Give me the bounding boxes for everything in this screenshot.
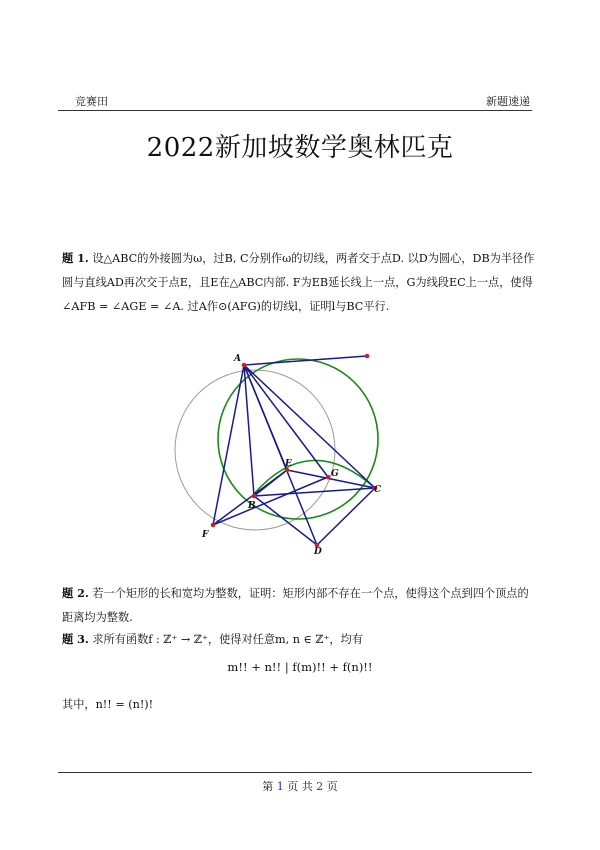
problem-2-label: 题 2. bbox=[62, 586, 89, 600]
footer-prefix: 第 bbox=[262, 780, 274, 793]
point-tangent bbox=[365, 354, 370, 359]
problem-1-text: 设△ABC的外接圆为ω，过B, C分别作ω的切线，两者交于点D. 以D为圆心，DB为半径作圆与直线AD再次交于点E，且E在△ABC内部. F为EB延长线上一点，G为线段EC上一点，使得 ∠AFB = ∠AGE = ∠A. 过A作⊙(AFG)的切线l，证明l与BC平行. bbox=[62, 252, 535, 313]
label-a: A bbox=[234, 354, 241, 364]
problem-1 bbox=[62, 246, 538, 319]
label-b: B bbox=[248, 501, 256, 511]
label-g: G bbox=[331, 469, 339, 479]
problem-2-text: 若一个矩形的长和宽均为整数，证明：矩形内部不存在一个点，使得这个点到四个顶点的距离均为整数. bbox=[62, 587, 529, 624]
problem-1-label: 题 1. bbox=[62, 251, 89, 265]
problem-3-text: 求所有函数f : ℤ⁺ → ℤ⁺，使得对任意m, n ∈ ℤ⁺，均有 bbox=[92, 633, 363, 646]
problem-3-formula: m!! + n!! | f(m)!! + f(n)!! bbox=[227, 660, 373, 674]
point-a bbox=[242, 363, 247, 368]
segment-be bbox=[254, 470, 287, 496]
label-d: D bbox=[314, 547, 322, 555]
point-g bbox=[326, 475, 331, 480]
point-b bbox=[252, 494, 257, 499]
footer-mid: 页 共 bbox=[287, 780, 313, 793]
footer-rule bbox=[58, 772, 532, 773]
geometry-figure bbox=[160, 330, 420, 555]
label-f: F bbox=[202, 530, 209, 540]
problem-3 bbox=[62, 627, 538, 652]
segment-cd bbox=[317, 488, 375, 545]
header-left: 竞赛田 bbox=[75, 95, 108, 108]
point-f bbox=[211, 523, 216, 528]
label-c: C bbox=[374, 485, 382, 495]
header-right: 新题速递 bbox=[486, 95, 530, 108]
footer-total-pages: 2 bbox=[316, 780, 324, 793]
problem-3-label: 题 3. bbox=[62, 632, 89, 646]
footer-suffix: 页 bbox=[326, 780, 338, 793]
problem-2 bbox=[62, 581, 538, 630]
footer-page-number: 1 bbox=[276, 780, 284, 793]
label-e: E bbox=[285, 459, 292, 469]
page-title: 2022新加坡数学奥林匹克 bbox=[146, 133, 454, 163]
tangent-line-l bbox=[244, 356, 367, 365]
segment-bc bbox=[254, 488, 375, 496]
page-footer bbox=[0, 778, 600, 794]
header-rule bbox=[58, 110, 532, 111]
problem-3-note: 其中，n!! = (n!)! bbox=[62, 698, 154, 711]
